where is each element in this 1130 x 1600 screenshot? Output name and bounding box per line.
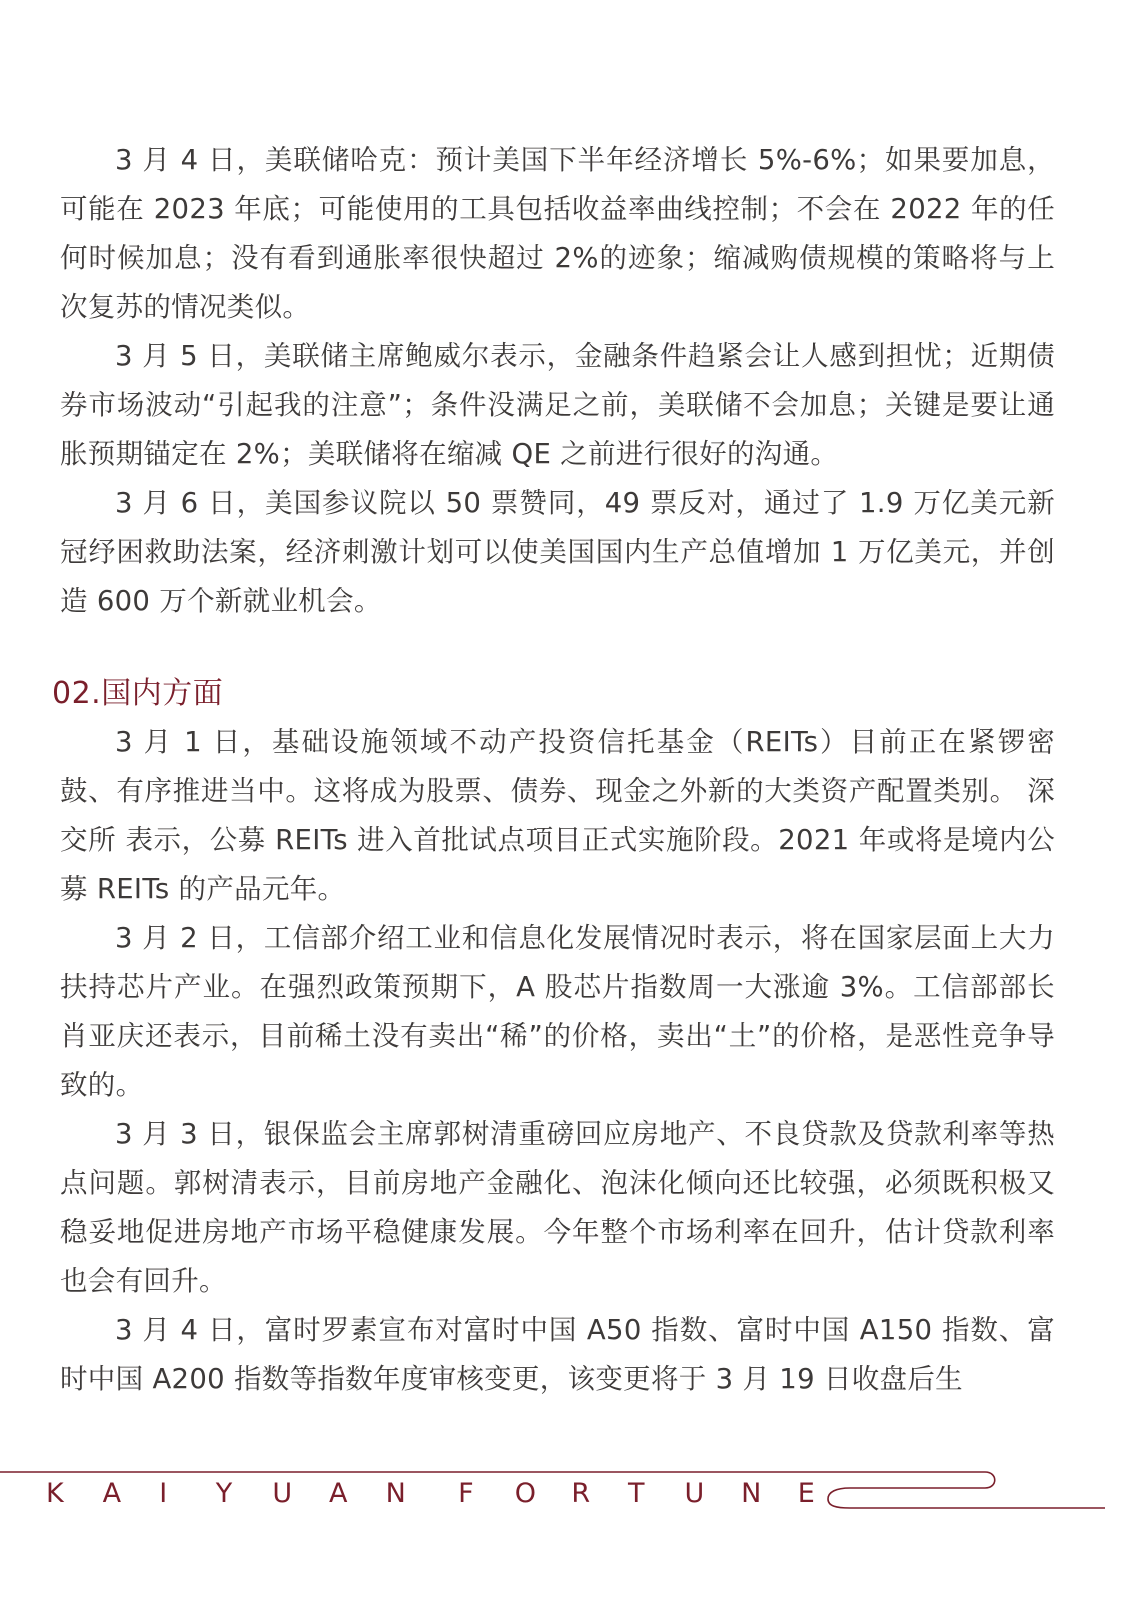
brand-letter: K (46, 1478, 64, 1509)
section-heading: 02.国内方面 (52, 676, 224, 711)
brand-letter: O (514, 1478, 537, 1509)
paragraph: 3 月 2 日，工信部介绍工业和信息化发展情况时表示，将在国家层面上大力扶持芯片产业。在强烈政策预期下，A 股芯片指数周一大涨逾 3%。工信部部长肖亚庆还表示，目前稀土没有卖出“稀”的价格，卖出“土”的价格，是恶性竞争导致的。 (60, 922, 1055, 1101)
brand-letter: N (741, 1478, 762, 1509)
brand-letter: A (102, 1478, 122, 1509)
paragraph: 3 月 1 日，基础设施领域不动产投资信托基金（REITs）目前正在紧锣密鼓、有序推进当中。这将成为股票、债券、现金之外新的大类资产配置类别。 深交所 表示，公募 REITs 进入首批试点项目正式实施阶段。2021 年或将是境内公募 REITs 的产品元年。 (60, 726, 1055, 905)
brand-letter: T (627, 1478, 645, 1509)
paragraph: 3 月 6 日，美国参议院以 50 票赞同，49 票反对，通过了 1.9 万亿美元新冠纾困救助法案，经济刺激计划可以使美国国内生产总值增加 1 万亿美元，并创造 600 万个新就业机会。 (60, 487, 1055, 617)
brand-letter: R (571, 1478, 591, 1509)
brand-letter: A (328, 1478, 348, 1509)
paragraph: 3 月 4 日，富时罗素宣布对富时中国 A50 指数、富时中国 A150 指数、富时中国 A200 指数等指数年度审核变更，该变更将于 3 月 19 日收盘后生 (60, 1314, 1055, 1395)
brand-letter: U (684, 1478, 705, 1509)
paragraph: 3 月 3 日，银保监会主席郭树清重磅回应房地产、不良贷款及贷款利率等热点问题。郭树清表示，目前房地产金融化、泡沫化倾向还比较强，必须既积极又稳妥地促进房地产市场平稳健康发展。今年整个市场利率在回升，估计贷款利率也会有回升。 (60, 1118, 1055, 1297)
page-footer (0, 1468, 1130, 1548)
brand-letter: E (797, 1478, 815, 1509)
brand-letter: Y (215, 1478, 233, 1509)
brand-letter: N (385, 1478, 406, 1509)
brand-letter: F (458, 1478, 474, 1509)
paragraph: 3 月 4 日，美联储哈克：预计美国下半年经济增长 5%-6%；如果要加息，可能在 2023 年底；可能使用的工具包括收益率曲线控制；不会在 2022 年的任何时候加息；没有看到通胀率很快超过 2%的迹象；缩减购债规模的策略将与上次复苏的情况类似。 (60, 144, 1055, 323)
brand-wordmark (46, 1478, 854, 1509)
paragraph: 3 月 5 日，美联储主席鲍威尔表示，金融条件趋紧会让人感到担忧；近期债券市场波动“引起我的注意”；条件没满足之前，美联储不会加息；关键是要让通胀预期锚定在 2%；美联储将在缩减 QE 之前进行很好的沟通。 (60, 340, 1055, 470)
brand-letter: I (159, 1478, 168, 1509)
brand-letter: U (272, 1478, 293, 1509)
page-content (52, 136, 1055, 1404)
